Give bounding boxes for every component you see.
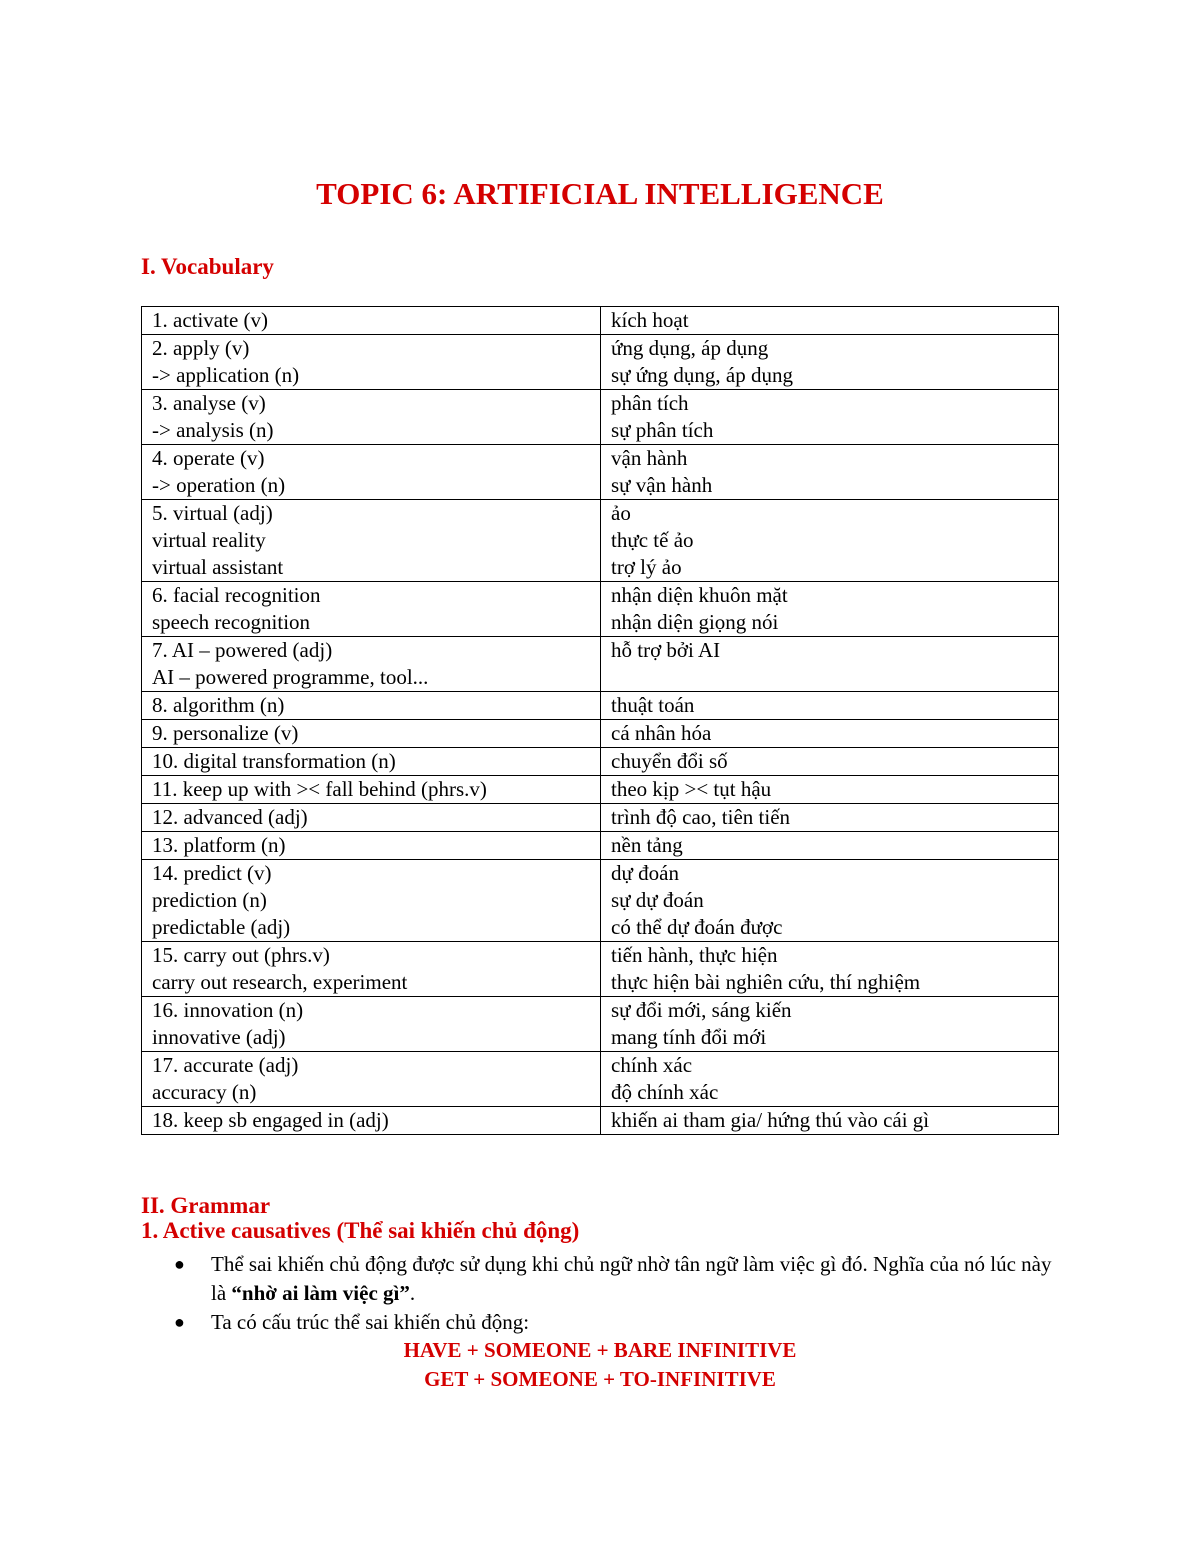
table-row xyxy=(142,1107,1059,1135)
vocab-term-cell xyxy=(142,637,601,692)
vocab-term: 2. apply (v) xyxy=(152,336,250,360)
vocab-term: 16. innovation (n) xyxy=(152,998,304,1022)
bullet-icon: ● xyxy=(174,1254,185,1274)
vocab-meaning-cell xyxy=(601,307,1059,335)
vocab-term: 9. personalize (v) xyxy=(152,721,299,745)
vocab-meaning-cell xyxy=(601,1052,1059,1107)
bullet-text: Thể sai khiến chủ động được sử dụng khi chủ ngữ nhờ tân ngữ làm việc gì đó. Nghĩa của nó lúc này là xyxy=(211,1252,1052,1305)
section-heading-grammar: II. Grammar xyxy=(141,1193,271,1218)
vocab-meaning-cell xyxy=(601,445,1059,500)
vocab-term: innovative (adj) xyxy=(152,1025,286,1049)
table-row xyxy=(142,860,1059,942)
vocab-term: -> operation (n) xyxy=(152,473,286,497)
vocab-meaning: kích hoạt xyxy=(611,308,689,332)
vocab-term-cell xyxy=(142,390,601,445)
vocab-meaning-cell xyxy=(601,1107,1059,1135)
vocab-term: 6. facial recognition xyxy=(152,583,321,607)
vocab-meaning-cell xyxy=(601,942,1059,997)
table-row xyxy=(142,832,1059,860)
vocab-term-cell xyxy=(142,748,601,776)
vocab-meaning: mang tính đổi mới xyxy=(611,1025,767,1049)
vocab-meaning-cell xyxy=(601,335,1059,390)
vocab-term-cell xyxy=(142,1052,601,1107)
vocab-term: carry out research, experiment xyxy=(152,970,408,994)
table-row xyxy=(142,445,1059,500)
vocab-meaning: dự đoán xyxy=(611,861,679,885)
vocab-term: 12. advanced (adj) xyxy=(152,805,308,829)
vocab-meaning: theo kịp >< tụt hậu xyxy=(611,777,772,801)
table-row xyxy=(142,582,1059,637)
list-item xyxy=(141,1308,1059,1337)
bullet-text-end: . xyxy=(409,1281,416,1305)
section-heading-vocabulary: I. Vocabulary xyxy=(141,254,274,279)
vocab-term-cell xyxy=(142,307,601,335)
vocab-term-cell xyxy=(142,692,601,720)
vocab-meaning: độ chính xác xyxy=(611,1080,719,1104)
vocab-term: 1. activate (v) xyxy=(152,308,269,332)
vocab-term: 5. virtual (adj) xyxy=(152,501,273,525)
vocab-term-cell xyxy=(142,720,601,748)
vocab-term-cell xyxy=(142,804,601,832)
vocab-term: 13. platform (n) xyxy=(152,833,286,857)
vocab-term: virtual assistant xyxy=(152,555,284,579)
vocab-term: 18. keep sb engaged in (adj) xyxy=(152,1108,389,1132)
table-row xyxy=(142,748,1059,776)
vocab-term-cell xyxy=(142,942,601,997)
vocab-meaning: ứng dụng, áp dụng xyxy=(611,336,769,360)
formula-have: HAVE + SOMEONE + BARE INFINITIVE xyxy=(403,1338,797,1362)
vocab-term: virtual reality xyxy=(152,528,266,552)
bullet-text: Ta có cấu trúc thể sai khiến chủ động: xyxy=(211,1310,530,1334)
table-row xyxy=(142,692,1059,720)
bullet-icon: ● xyxy=(174,1312,185,1332)
vocab-meaning-cell xyxy=(601,748,1059,776)
vocab-meaning: vận hành xyxy=(611,446,688,470)
vocab-term: prediction (n) xyxy=(152,888,267,912)
table-row xyxy=(142,1052,1059,1107)
vocab-term: 4. operate (v) xyxy=(152,446,265,470)
vocab-meaning: thuật toán xyxy=(611,693,695,717)
vocab-meaning: sự ứng dụng, áp dụng xyxy=(611,363,794,387)
vocab-meaning-cell xyxy=(601,390,1059,445)
bullet-bold-text: “nhờ ai làm việc gì” xyxy=(231,1281,410,1305)
table-row xyxy=(142,776,1059,804)
vocab-term: AI – powered programme, tool... xyxy=(152,665,429,689)
table-row xyxy=(142,637,1059,692)
vocab-meaning: sự dự đoán xyxy=(611,888,704,912)
vocab-meaning-cell xyxy=(601,997,1059,1052)
vocab-meaning: sự đổi mới, sáng kiến xyxy=(611,998,792,1022)
vocab-meaning-cell xyxy=(601,832,1059,860)
vocabulary-table xyxy=(141,306,1059,1135)
vocab-meaning-cell xyxy=(601,500,1059,582)
vocab-meaning: sự vận hành xyxy=(611,473,713,497)
vocab-term: 10. digital transformation (n) xyxy=(152,749,396,773)
vocab-term: 8. algorithm (n) xyxy=(152,693,285,717)
vocab-term: predictable (adj) xyxy=(152,915,291,939)
vocab-meaning-cell xyxy=(601,860,1059,942)
vocab-meaning-cell xyxy=(601,582,1059,637)
vocab-meaning: nhận diện khuôn mặt xyxy=(611,583,788,607)
table-row xyxy=(142,335,1059,390)
vocab-term-cell xyxy=(142,997,601,1052)
vocab-term: -> application (n) xyxy=(152,363,300,387)
table-row xyxy=(142,720,1059,748)
vocab-term-cell xyxy=(142,500,601,582)
vocab-term: -> analysis (n) xyxy=(152,418,274,442)
vocab-meaning: trợ lý ảo xyxy=(611,555,682,579)
grammar-subheading-active-causatives: 1. Active causatives (Thể sai khiến chủ động) xyxy=(141,1218,580,1243)
vocab-meaning: có thể dự đoán được xyxy=(611,915,783,939)
table-row xyxy=(142,997,1059,1052)
vocab-term: accuracy (n) xyxy=(152,1080,257,1104)
vocab-term-cell xyxy=(142,335,601,390)
vocab-meaning: nền tảng xyxy=(611,833,683,857)
vocab-meaning-cell xyxy=(601,804,1059,832)
grammar-bullet-list xyxy=(141,1250,1059,1337)
vocab-meaning: ảo xyxy=(611,501,631,525)
vocab-meaning: hỗ trợ bởi AI xyxy=(611,638,721,662)
vocab-meaning: sự phân tích xyxy=(611,418,714,442)
vocab-meaning-cell xyxy=(601,637,1059,692)
vocab-meaning: nhận diện giọng nói xyxy=(611,610,779,634)
vocab-meaning: thực hiện bài nghiên cứu, thí nghiệm xyxy=(611,970,921,994)
vocab-term: 14. predict (v) xyxy=(152,861,272,885)
vocab-meaning: trình độ cao, tiên tiến xyxy=(611,805,791,829)
vocab-term: speech recognition xyxy=(152,610,311,634)
vocab-meaning: chuyển đổi số xyxy=(611,749,728,773)
vocabulary-table-body xyxy=(142,307,1059,1135)
vocab-term-cell xyxy=(142,776,601,804)
vocab-term: 3. analyse (v) xyxy=(152,391,266,415)
table-row xyxy=(142,942,1059,997)
vocab-meaning: thực tế ảo xyxy=(611,528,694,552)
vocab-term-cell xyxy=(142,582,601,637)
vocab-meaning: khiến ai tham gia/ hứng thú vào cái gì xyxy=(611,1108,930,1132)
table-row xyxy=(142,307,1059,335)
vocab-meaning: chính xác xyxy=(611,1053,693,1077)
table-row xyxy=(142,390,1059,445)
vocab-meaning: phân tích xyxy=(611,391,689,415)
vocab-term: 17. accurate (adj) xyxy=(152,1053,299,1077)
vocab-term: 11. keep up with >< fall behind (phrs.v) xyxy=(152,777,487,801)
vocab-term-cell xyxy=(142,832,601,860)
vocab-term-cell xyxy=(142,1107,601,1135)
vocab-term-cell xyxy=(142,860,601,942)
table-row xyxy=(142,500,1059,582)
vocab-term: 15. carry out (phrs.v) xyxy=(152,943,330,967)
vocab-meaning: cá nhân hóa xyxy=(611,721,712,745)
vocab-meaning: tiến hành, thực hiện xyxy=(611,943,778,967)
page-title: TOPIC 6: ARTIFICIAL INTELLIGENCE xyxy=(316,176,884,211)
vocab-term-cell xyxy=(142,445,601,500)
vocab-meaning-cell xyxy=(601,720,1059,748)
table-row xyxy=(142,804,1059,832)
list-item xyxy=(141,1250,1059,1308)
vocab-term: 7. AI – powered (adj) xyxy=(152,638,333,662)
formula-get: GET + SOMEONE + TO-INFINITIVE xyxy=(424,1367,776,1391)
vocab-meaning-cell xyxy=(601,692,1059,720)
vocab-meaning-cell xyxy=(601,776,1059,804)
